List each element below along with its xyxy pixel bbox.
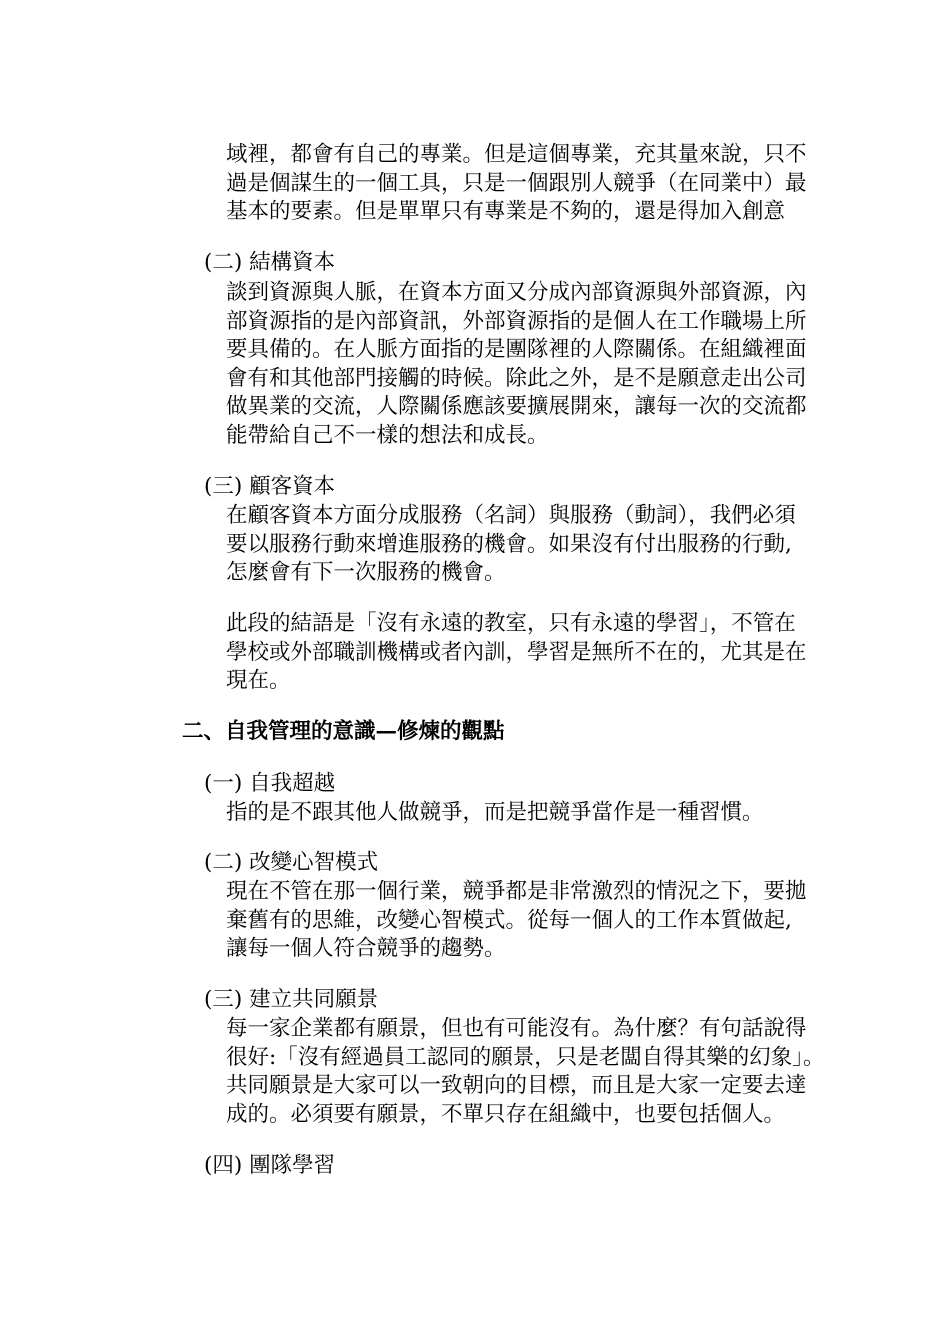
paragraph-line: 基本的要素。但是單單只有專業是不夠的，還是得加入創意	[226, 199, 786, 224]
shared-vision-paragraph	[226, 1015, 866, 1129]
paragraph-line: 學校或外部職訓機構或者內訓，學習是無所不在的，尤其是在	[226, 639, 807, 665]
subheading-self-transcendence: (一) 自我超越	[204, 771, 336, 796]
paragraph-line: 讓每一個人符合競爭的趨勢。	[226, 936, 506, 961]
self-transcendence-paragraph	[226, 799, 866, 828]
paragraph-line: 每一家企業都有願景，但也有可能沒有。為什麼？有句話說得	[226, 1016, 807, 1041]
paragraph-line: 共同願景是大家可以一致朝向的目標，而且是大家一定要去達	[226, 1073, 807, 1098]
mental-models-paragraph	[226, 878, 866, 964]
subheading-team-learning: (四) 團隊學習	[204, 1153, 336, 1178]
paragraph-line: 要以服務行動來增進服務的機會。如果沒有付出服務的行動,	[226, 531, 792, 557]
customer-capital-paragraph	[226, 502, 866, 588]
subheading-structure-capital: (二) 結構資本	[204, 250, 336, 275]
structure-capital-paragraph	[226, 279, 866, 450]
paragraph-line: 怎麼會有下一次服務的機會。	[226, 560, 506, 585]
paragraph-line: 做異業的交流，人際關係應該要擴展開來，讓每一次的交流都	[226, 394, 807, 419]
subheading-mental-models: (二) 改變心智模式	[204, 850, 379, 875]
paragraph-line: 成的。必須要有願景，不單只存在組織中，也要包括個人。	[226, 1101, 786, 1127]
subheading-shared-vision: (三) 建立共同願景	[204, 987, 379, 1012]
paragraph-line: 在顧客資本方面分成服務（名詞）與服務（動詞），我們必須	[226, 503, 796, 528]
paragraph-line: 域裡，都會有自己的專業。但是這個專業，充其量來說，只不	[226, 142, 807, 167]
paragraph-line: 棄舊有的思維，改變心智模式。從每一個人的工作本質做起,	[226, 907, 792, 933]
intro-paragraph	[226, 141, 866, 227]
paragraph-line: 部資源指的是內部資訊，外部資源指的是個人在工作職場上所	[226, 308, 807, 334]
paragraph-line: 能帶給自己不一樣的想法和成長。	[226, 422, 549, 448]
paragraph-line: 現在不管在那一個行業，競爭都是非常激烈的情況之下，要拋	[226, 879, 807, 904]
paragraph-line: 現在。	[226, 668, 291, 693]
paragraph-line: 談到資源與人脈，在資本方面又分成內部資源與外部資源，內	[226, 280, 807, 305]
conclusion-paragraph	[226, 610, 866, 696]
paragraph-line: 很好:「沒有經過員工認同的願景，只是老闆自得其樂的幻象」。	[226, 1044, 825, 1070]
paragraph-line: 要具備的。在人脈方面指的是團隊裡的人際關係。在組織裡面	[226, 337, 807, 362]
paragraph-line: 指的是不跟其他人做競爭，而是把競爭當作是一種習慣。	[226, 800, 764, 825]
paragraph-line: 過是個謀生的一個工具，只是一個跟別人競爭（在同業中）最	[226, 170, 807, 196]
paragraph-line: 此段的結語是「沒有永遠的教室，只有永遠的學習」，不管在	[226, 611, 796, 636]
subheading-customer-capital: (三) 顧客資本	[204, 474, 336, 499]
section-title-self-management: 二、自我管理的意識—修煉的觀點	[182, 719, 505, 744]
paragraph-line: 會有和其他部門接觸的時候。除此之外，是不是願意走出公司	[226, 365, 807, 391]
